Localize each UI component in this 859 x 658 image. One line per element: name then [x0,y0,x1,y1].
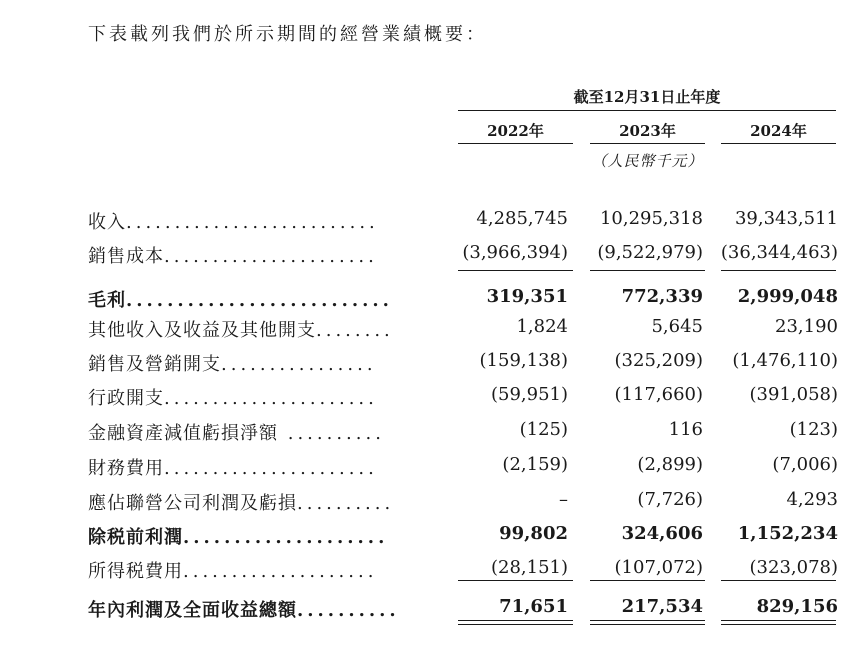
leader-dots: .......... [297,600,400,621]
row-label [88,489,433,515]
value-2023: (107,072) [614,557,703,578]
value-2024: 1,152,234 [737,523,838,544]
value-2022: 71,651 [499,596,568,617]
table-row [88,517,848,551]
value-2022: (2,159) [502,454,568,475]
value-2023: 116 [668,419,703,440]
total-double-rule [721,624,836,625]
value-2024: (1,476,110) [732,350,838,371]
row-label [88,350,433,376]
value-2024: (123) [789,419,838,440]
value-2022: 99,802 [499,523,568,544]
row-label [88,286,433,312]
table-row [88,590,848,624]
row-label-text: 除税前利潤 [88,527,183,548]
row-label [88,242,433,268]
value-2024: 39,343,511 [734,208,838,229]
total-double-rule [590,624,705,625]
value-2022: (159,138) [479,350,568,371]
table-row [88,236,848,270]
leader-dots: .......... [297,493,395,514]
subtotal-rule [458,270,573,271]
value-2024: (36,344,463) [720,242,838,263]
period-rule [458,110,836,111]
value-2022: 4,285,745 [476,208,568,229]
value-2023: 217,534 [621,596,703,617]
value-2023: (117,660) [614,384,703,405]
row-label [88,523,433,549]
leader-dots: ........ [316,320,394,341]
subtotal-rule [590,270,705,271]
row-label-text: 所得税費用 [88,561,183,582]
leader-dots: ...................... [164,246,378,267]
unit-label: （人民幣千元） [591,152,704,170]
value-2024: 829,156 [756,596,838,617]
period-header: 截至12月31日止年度 [573,88,721,106]
value-2023: (325,209) [614,350,703,371]
value-2023: (9,522,979) [597,242,703,263]
total-double-rule [458,620,573,621]
row-label-text: 銷售成本 [88,246,164,267]
leader-dots: .......... [278,423,385,444]
value-2023: 10,295,318 [599,208,703,229]
table-row [88,280,848,314]
year-rule [590,143,705,144]
table-row [88,310,848,344]
value-2023: (2,899) [637,454,703,475]
row-label [88,384,433,410]
value-2024: (391,058) [749,384,838,405]
subtotal-rule [458,580,573,581]
subtotal-rule [721,270,836,271]
total-double-rule [721,620,836,621]
value-2024: 23,190 [775,316,838,337]
row-label [88,316,433,342]
row-label-text: 金融資產減值虧損淨額 [88,423,278,444]
subtotal-rule [590,580,705,581]
row-label [88,454,433,480]
row-label [88,419,433,445]
value-2022: 1,824 [516,316,568,337]
leader-dots: ...................... [164,388,378,409]
row-label-text: 銷售及營銷開支 [88,354,221,375]
intro-text: 下表載列我們於所示期間的經營業績概要： [88,24,487,45]
value-2023: 772,339 [621,286,703,307]
year-2022-header: 2022年 [487,122,544,140]
table-row [88,448,848,482]
leader-dots: ...................... [164,458,378,479]
row-label [88,208,433,234]
leader-dots: .................... [183,561,378,582]
row-label-text: 年內利潤及全面收益總額 [88,600,297,621]
table-row [88,378,848,412]
row-label [88,557,433,583]
leader-dots: .......................... [126,290,393,311]
row-label-text: 收入 [88,212,126,233]
table-row [88,483,848,517]
subtotal-rule [721,580,836,581]
row-label-text: 應佔聯營公司利潤及虧損 [88,493,297,514]
value-2024: (7,006) [772,454,838,475]
table-row [88,202,848,236]
value-2022: (125) [519,419,568,440]
row-label-text: 毛利 [88,290,126,311]
leader-dots: .................... [183,527,389,548]
value-2023: (7,726) [637,489,703,510]
value-2024: (323,078) [749,557,838,578]
value-2023: 5,645 [651,316,703,337]
value-2022: (59,951) [490,384,568,405]
leader-dots: ................ [221,354,377,375]
value-2023: 324,606 [621,523,703,544]
value-2022: (28,151) [490,557,568,578]
value-2022: – [559,489,568,510]
row-label-text: 財務費用 [88,458,164,479]
total-double-rule [590,620,705,621]
year-2024-header: 2024年 [750,122,807,140]
value-2024: 2,999,048 [737,286,838,307]
total-double-rule [458,624,573,625]
year-2023-header: 2023年 [619,122,676,140]
year-rule [458,143,573,144]
row-label-text: 其他收入及收益及其他開支 [88,320,316,341]
leader-dots: .......................... [126,212,379,233]
value-2022: 319,351 [486,286,568,307]
row-label-text: 行政開支 [88,388,164,409]
year-rule [721,143,836,144]
table-row [88,344,848,378]
row-label [88,596,433,622]
table-row [88,413,848,447]
value-2022: (3,966,394) [462,242,568,263]
value-2024: 4,293 [786,489,838,510]
